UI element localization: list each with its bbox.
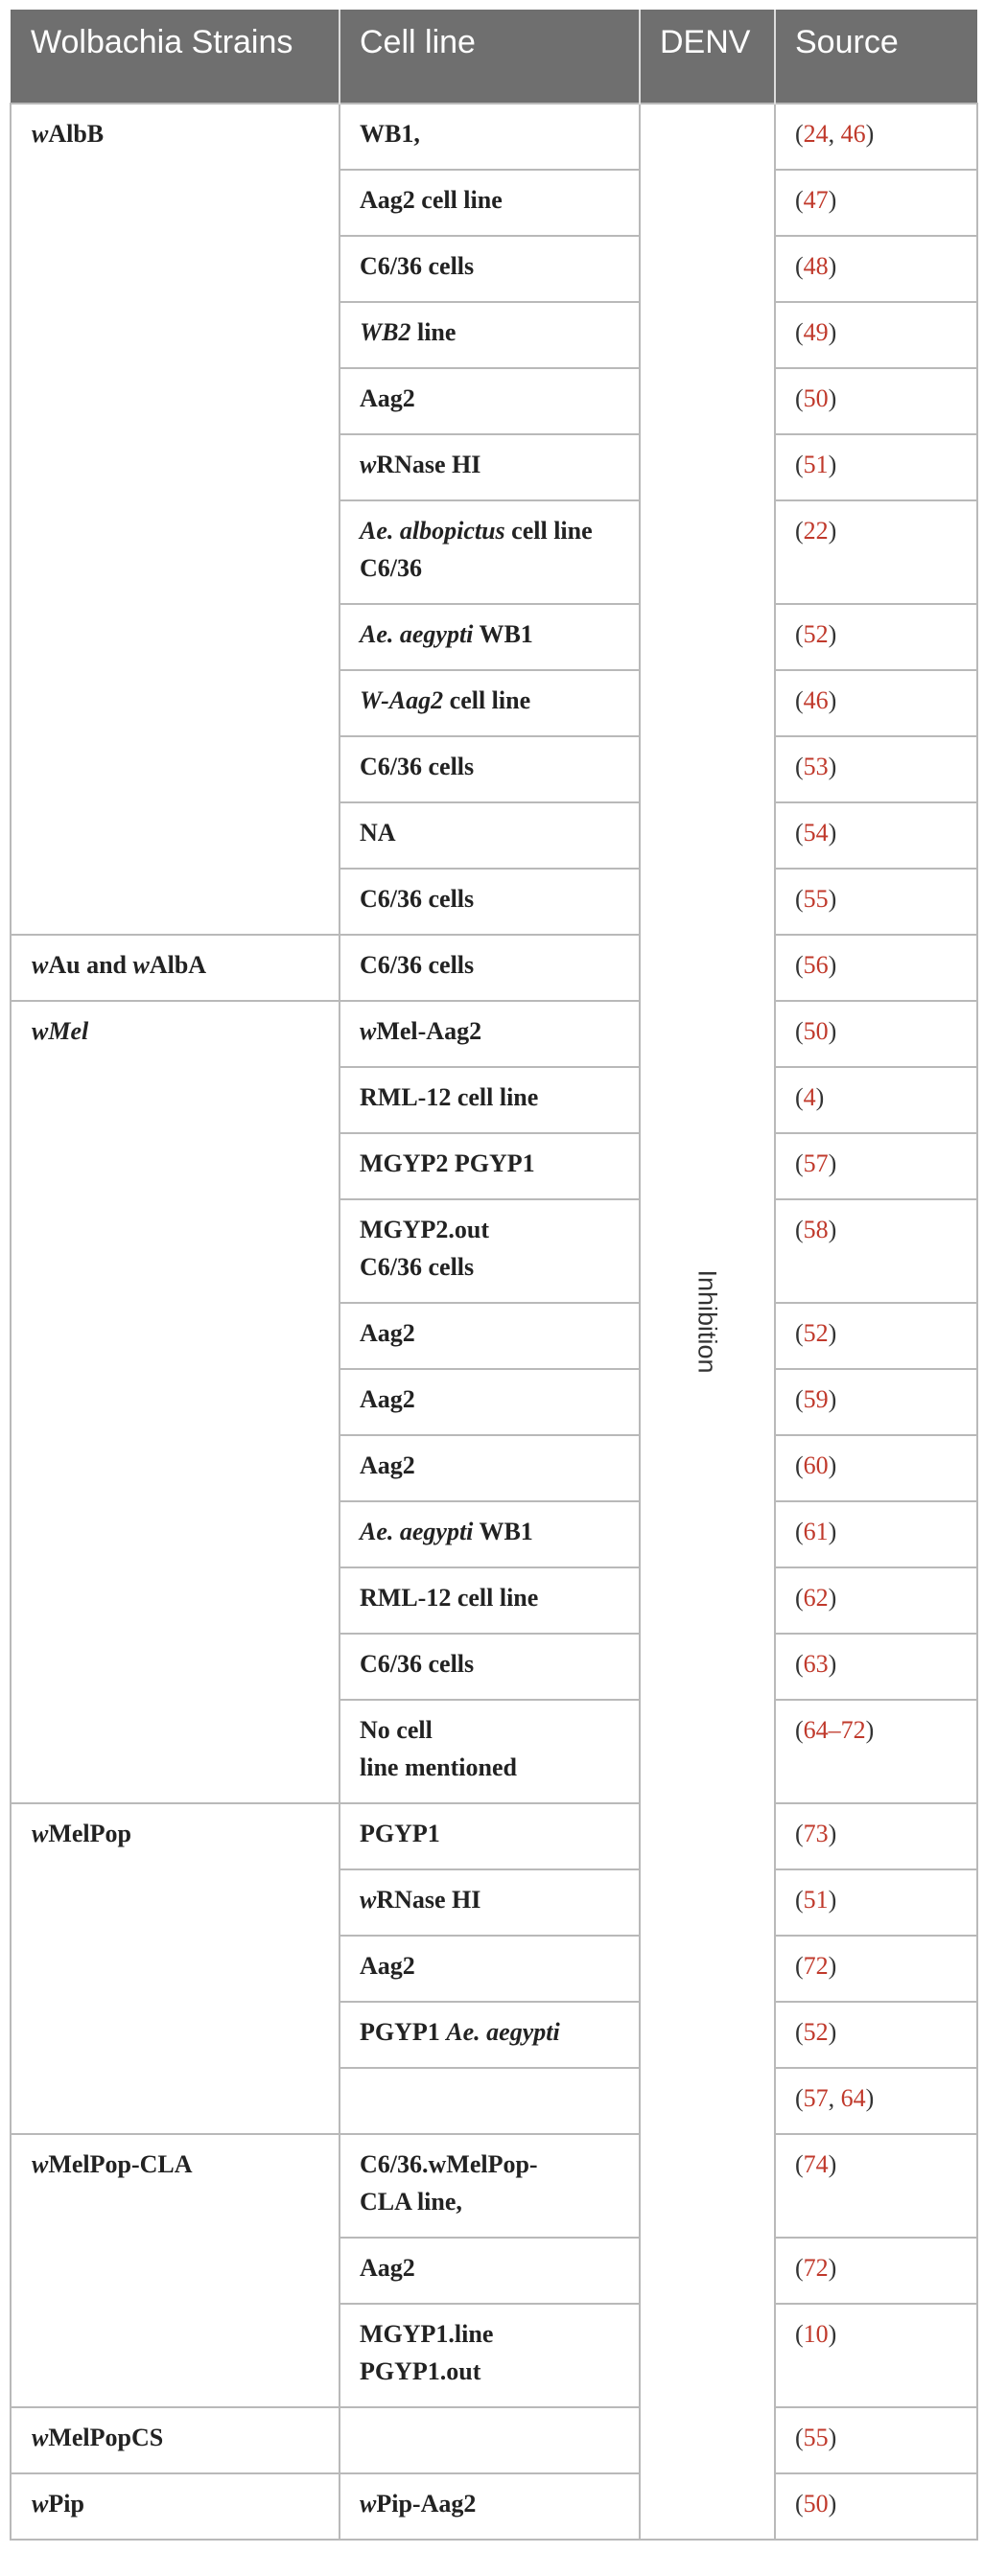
paren-close: ) xyxy=(828,686,837,714)
paren-close: ) xyxy=(828,318,837,346)
cell-line-cell xyxy=(340,302,640,368)
paren-open: ( xyxy=(795,1650,804,1678)
source-cell xyxy=(775,104,977,170)
strain-prefix: wMel xyxy=(32,1017,89,1045)
cell-line-cell xyxy=(340,2473,640,2540)
cell-line-cell xyxy=(340,1700,640,1803)
cell-line-text: C6/36 cells xyxy=(360,252,475,280)
source-cell xyxy=(775,2068,977,2134)
cell-line-cell xyxy=(340,500,640,604)
cell-line-text: W-Aag2 xyxy=(360,686,444,714)
cell-line-cell xyxy=(340,604,640,670)
cell-line-text: cell line xyxy=(443,686,531,714)
paren-open: ( xyxy=(795,384,804,412)
strain-prefix: w xyxy=(32,2490,49,2518)
source-cell xyxy=(775,604,977,670)
ref-separator: , xyxy=(828,120,841,148)
reference-link[interactable]: 63 xyxy=(803,1650,829,1678)
cell-line-cell xyxy=(340,434,640,500)
cell-line-cell xyxy=(340,1067,640,1133)
table-row xyxy=(11,1001,977,1067)
cell-line-text: Aag2 xyxy=(360,1451,415,1479)
wolbachia-denv-table xyxy=(10,10,978,2541)
reference-link[interactable]: 50 xyxy=(803,2490,829,2518)
strain-cell xyxy=(11,2407,340,2473)
paren-open: ( xyxy=(795,620,804,648)
reference-link[interactable]: 74 xyxy=(803,2150,829,2178)
cell-line-text: Mel-Aag2 xyxy=(376,1017,482,1045)
strain-name: AlbB xyxy=(48,120,105,148)
source-cell xyxy=(775,2473,977,2540)
source-cell xyxy=(775,1133,977,1199)
table-row xyxy=(11,2134,977,2238)
reference-link[interactable]: 61 xyxy=(803,1518,829,1545)
paren-close: ) xyxy=(828,2320,837,2348)
cell-line-text: RNase HI xyxy=(376,451,481,478)
paren-close: ) xyxy=(828,1820,837,1847)
cell-line-text: Aag2 xyxy=(360,1385,415,1413)
cell-line-text: No cell xyxy=(360,1716,433,1744)
strain-name: Au and xyxy=(48,951,133,979)
cell-line-text: PGYP1 xyxy=(360,1820,440,1847)
paren-open: ( xyxy=(795,1518,804,1545)
paren-close: ) xyxy=(828,2018,837,2046)
paren-open: ( xyxy=(795,2490,804,2518)
cell-line-cell xyxy=(340,2238,640,2304)
cell-line-text: MGYP1.line xyxy=(360,2320,494,2348)
paren-open: ( xyxy=(795,1385,804,1413)
paren-open: ( xyxy=(795,517,804,545)
cell-line-cell xyxy=(340,2407,640,2473)
cell-line-text: WB2 xyxy=(360,318,411,346)
cell-line-cell xyxy=(340,2304,640,2407)
cell-line-cell xyxy=(340,1001,640,1067)
strain-name: MelPopCS xyxy=(48,2424,164,2451)
table-body xyxy=(11,104,977,2540)
reference-link[interactable]: 4 xyxy=(803,1083,816,1111)
source-cell xyxy=(775,1700,977,1803)
source-cell xyxy=(775,869,977,935)
paren-open: ( xyxy=(795,1886,804,1914)
reference-link[interactable]: 51 xyxy=(803,451,829,478)
paren-open: ( xyxy=(795,1017,804,1045)
cell-line-cell xyxy=(340,170,640,236)
reference-link[interactable]: 52 xyxy=(803,620,829,648)
paren-close: ) xyxy=(828,451,837,478)
source-cell xyxy=(775,1567,977,1634)
table-row xyxy=(11,935,977,1001)
source-cell xyxy=(775,1369,977,1435)
paren-open: ( xyxy=(795,1216,804,1243)
paren-open: ( xyxy=(795,1451,804,1479)
cell-line-cell xyxy=(340,2068,640,2134)
paren-close: ) xyxy=(815,1083,825,1111)
paren-close: ) xyxy=(865,120,875,148)
paren-open: ( xyxy=(795,252,804,280)
paren-close: ) xyxy=(828,2424,837,2451)
cell-line-text: Ae. albopictus xyxy=(360,517,505,545)
cell-line-text: Pip-Aag2 xyxy=(376,2490,477,2518)
cell-line-text: Aag2 cell line xyxy=(360,186,503,214)
cell-line-cell xyxy=(340,2134,640,2238)
paren-open: ( xyxy=(795,120,804,148)
table-row xyxy=(11,1803,977,1869)
source-cell xyxy=(775,500,977,604)
strain-prefix: w xyxy=(32,1820,49,1847)
reference-link[interactable]: 48 xyxy=(803,252,829,280)
reference-link[interactable]: 47 xyxy=(803,186,829,214)
cell-line-text: WB1 xyxy=(473,1518,533,1545)
cell-line-cell xyxy=(340,368,640,434)
cell-line-cell xyxy=(340,104,640,170)
paren-open: ( xyxy=(795,1716,804,1744)
paren-open: ( xyxy=(795,1952,804,1980)
source-cell xyxy=(775,1936,977,2002)
header-strains: Wolbachia Strains xyxy=(11,10,340,104)
cell-line-text: RNase HI xyxy=(376,1886,481,1914)
reference-link[interactable]: 54 xyxy=(803,819,829,847)
reference-link[interactable]: 10 xyxy=(803,2320,829,2348)
paren-close: ) xyxy=(828,186,837,214)
paren-close: ) xyxy=(828,819,837,847)
source-cell xyxy=(775,1435,977,1501)
paren-close: ) xyxy=(828,252,837,280)
paren-close: ) xyxy=(828,1952,837,1980)
paren-open: ( xyxy=(795,2424,804,2451)
source-cell xyxy=(775,1634,977,1700)
paren-open: ( xyxy=(795,1083,804,1111)
reference-link[interactable]: 49 xyxy=(803,318,829,346)
paren-open: ( xyxy=(795,318,804,346)
cell-line-cell xyxy=(340,736,640,802)
cell-line-cell xyxy=(340,670,640,736)
paren-open: ( xyxy=(795,2320,804,2348)
cell-line-text: Aag2 xyxy=(360,1952,415,1980)
strain-cell xyxy=(11,1001,340,1803)
source-cell xyxy=(775,736,977,802)
reference-link[interactable]: 60 xyxy=(803,1451,829,1479)
reference-link[interactable]: 55 xyxy=(803,885,829,913)
reference-link[interactable]: 62 xyxy=(803,1584,829,1612)
reference-link[interactable]: 46 xyxy=(803,686,829,714)
cell-line-cell xyxy=(340,236,640,302)
cell-line-cell xyxy=(340,1634,640,1700)
source-cell xyxy=(775,2238,977,2304)
strain-prefix: w xyxy=(32,2150,49,2178)
source-cell xyxy=(775,935,977,1001)
reference-link[interactable]: 50 xyxy=(803,384,829,412)
reference-link[interactable]: 52 xyxy=(803,2018,829,2046)
source-cell xyxy=(775,1303,977,1369)
strain-cell xyxy=(11,935,340,1001)
cell-line-text: cell line C6/36 xyxy=(360,517,593,582)
cell-line-cell xyxy=(340,1936,640,2002)
paren-open: ( xyxy=(795,885,804,913)
strain-name: MelPop-CLA xyxy=(48,2150,193,2178)
reference-link[interactable]: 72 xyxy=(803,1952,829,1980)
cell-line-text: C6/36 cells xyxy=(360,885,475,913)
paren-close: ) xyxy=(828,1650,837,1678)
paren-open: ( xyxy=(795,1584,804,1612)
cell-line-cell xyxy=(340,1869,640,1936)
denv-cell xyxy=(640,104,775,2540)
paren-close: ) xyxy=(828,2150,837,2178)
cell-line-text: w xyxy=(360,1017,377,1045)
paren-close: ) xyxy=(828,1584,837,1612)
cell-line-text: WB1 xyxy=(473,620,533,648)
reference-link[interactable]: 57 xyxy=(803,1149,829,1177)
strain-cell xyxy=(11,1803,340,2134)
reference-link[interactable]: 72 xyxy=(840,1716,866,1744)
reference-link[interactable]: 53 xyxy=(803,753,829,780)
header-denv: DENV xyxy=(640,10,775,104)
source-cell xyxy=(775,2134,977,2238)
paren-close: ) xyxy=(828,2254,837,2282)
paren-open: ( xyxy=(795,451,804,478)
source-cell xyxy=(775,802,977,869)
paren-open: ( xyxy=(795,686,804,714)
source-cell xyxy=(775,670,977,736)
table-container xyxy=(10,10,976,2541)
cell-line-text: Aag2 xyxy=(360,1319,415,1347)
reference-link[interactable]: 56 xyxy=(803,951,829,979)
paren-open: ( xyxy=(795,2150,804,2178)
cell-line-text: C6/36 cells xyxy=(360,951,475,979)
source-cell xyxy=(775,1501,977,1567)
strain-name: AlbA xyxy=(149,951,207,979)
cell-line-text: C6/36 cells xyxy=(360,1253,475,1281)
cell-line-text: line mentioned xyxy=(360,1753,517,1781)
cell-line-cell xyxy=(340,1199,640,1303)
paren-open: ( xyxy=(795,186,804,214)
reference-link[interactable]: 46 xyxy=(840,120,866,148)
cell-line-text: Ae. aegypti xyxy=(446,2018,560,2046)
cell-line-cell xyxy=(340,1133,640,1199)
source-cell xyxy=(775,1199,977,1303)
cell-line-text: PGYP1 xyxy=(360,2018,447,2046)
paren-open: ( xyxy=(795,819,804,847)
paren-open: ( xyxy=(795,951,804,979)
paren-close: ) xyxy=(865,2084,875,2112)
cell-line-cell xyxy=(340,935,640,1001)
source-cell xyxy=(775,434,977,500)
source-cell xyxy=(775,236,977,302)
source-cell xyxy=(775,1803,977,1869)
reference-link[interactable]: 50 xyxy=(803,1017,829,1045)
cell-line-text: MGYP2 PGYP1 xyxy=(360,1149,535,1177)
cell-line-cell xyxy=(340,1435,640,1501)
strain-cell xyxy=(11,104,340,935)
cell-line-cell xyxy=(340,1803,640,1869)
cell-line-text: RML-12 cell line xyxy=(360,1584,539,1612)
cell-line-text: PGYP1.out xyxy=(360,2357,481,2385)
strain-cell xyxy=(11,2473,340,2540)
paren-open: ( xyxy=(795,2254,804,2282)
cell-line-cell xyxy=(340,1501,640,1567)
source-cell xyxy=(775,1001,977,1067)
strain-prefix: w xyxy=(132,951,150,979)
source-cell xyxy=(775,170,977,236)
cell-line-cell xyxy=(340,2002,640,2068)
paren-open: ( xyxy=(795,753,804,780)
paren-open: ( xyxy=(795,2018,804,2046)
paren-close: ) xyxy=(828,1886,837,1914)
cell-line-text: Ae. aegypti xyxy=(360,1518,474,1545)
header-row xyxy=(11,10,977,104)
ref-separator: , xyxy=(828,2084,841,2112)
cell-line-text: w xyxy=(360,2490,377,2518)
cell-line-text: C6/36 cells xyxy=(360,1650,475,1678)
source-cell xyxy=(775,302,977,368)
source-cell xyxy=(775,2407,977,2473)
denv-value: Inhibition xyxy=(693,1269,722,1374)
cell-line-cell xyxy=(340,1567,640,1634)
paren-open: ( xyxy=(795,2084,804,2112)
paren-close: ) xyxy=(828,620,837,648)
paren-close: ) xyxy=(828,1451,837,1479)
paren-close: ) xyxy=(828,1149,837,1177)
cell-line-cell xyxy=(340,802,640,869)
source-cell xyxy=(775,1869,977,1936)
paren-open: ( xyxy=(795,1149,804,1177)
cell-line-text: WB1, xyxy=(360,120,420,148)
reference-link[interactable]: 73 xyxy=(803,1820,829,1847)
reference-link[interactable]: 72 xyxy=(803,2254,829,2282)
paren-close: ) xyxy=(828,2490,837,2518)
reference-link[interactable]: 24 xyxy=(803,120,829,148)
paren-close: ) xyxy=(865,1716,875,1744)
strain-name: Pip xyxy=(48,2490,84,2518)
paren-close: ) xyxy=(828,1518,837,1545)
paren-close: ) xyxy=(828,1385,837,1413)
table-row xyxy=(11,2407,977,2473)
cell-line-text: NA xyxy=(360,819,396,847)
reference-link[interactable]: 64 xyxy=(803,1716,829,1744)
paren-close: ) xyxy=(828,1017,837,1045)
paren-close: ) xyxy=(828,517,837,545)
reference-link[interactable]: 52 xyxy=(803,1319,829,1347)
cell-line-cell xyxy=(340,1303,640,1369)
reference-link[interactable]: 55 xyxy=(803,2424,829,2451)
paren-open: ( xyxy=(795,1319,804,1347)
cell-line-text: MGYP2.out xyxy=(360,1216,490,1243)
header-source: Source xyxy=(775,10,977,104)
reference-link[interactable]: 64 xyxy=(840,2084,866,2112)
paren-close: ) xyxy=(828,753,837,780)
cell-line-text: w xyxy=(360,1886,377,1914)
reference-link[interactable]: 57 xyxy=(803,2084,829,2112)
cell-line-text: C6/36.wMelPop- xyxy=(360,2150,538,2178)
paren-close: ) xyxy=(828,1319,837,1347)
cell-line-text: Aag2 xyxy=(360,384,415,412)
reference-link[interactable]: 59 xyxy=(803,1385,829,1413)
cell-line-text: RML-12 cell line xyxy=(360,1083,539,1111)
paren-close: ) xyxy=(828,1216,837,1243)
source-cell xyxy=(775,368,977,434)
source-cell xyxy=(775,2002,977,2068)
strain-cell xyxy=(11,2134,340,2407)
table-row xyxy=(11,2473,977,2540)
paren-close: ) xyxy=(828,885,837,913)
paren-close: ) xyxy=(828,951,837,979)
strain-prefix: w xyxy=(32,120,49,148)
cell-line-text: line xyxy=(410,318,457,346)
cell-line-cell xyxy=(340,1369,640,1435)
reference-link[interactable]: 22 xyxy=(803,517,829,545)
cell-line-text: CLA line, xyxy=(360,2188,462,2216)
strain-prefix: w xyxy=(32,2424,49,2451)
strain-prefix: w xyxy=(32,951,49,979)
source-cell xyxy=(775,2304,977,2407)
paren-open: ( xyxy=(795,1820,804,1847)
ref-separator: – xyxy=(828,1716,841,1744)
cell-line-text: Ae. aegypti xyxy=(360,620,474,648)
reference-link[interactable]: 51 xyxy=(803,1886,829,1914)
cell-line-text: w xyxy=(360,451,377,478)
table-row xyxy=(11,104,977,170)
paren-close: ) xyxy=(828,384,837,412)
cell-line-text: C6/36 cells xyxy=(360,753,475,780)
header-cell-line: Cell line xyxy=(340,10,640,104)
reference-link[interactable]: 58 xyxy=(803,1216,829,1243)
cell-line-text: Aag2 xyxy=(360,2254,415,2282)
strain-name: MelPop xyxy=(48,1820,131,1847)
source-cell xyxy=(775,1067,977,1133)
cell-line-cell xyxy=(340,869,640,935)
